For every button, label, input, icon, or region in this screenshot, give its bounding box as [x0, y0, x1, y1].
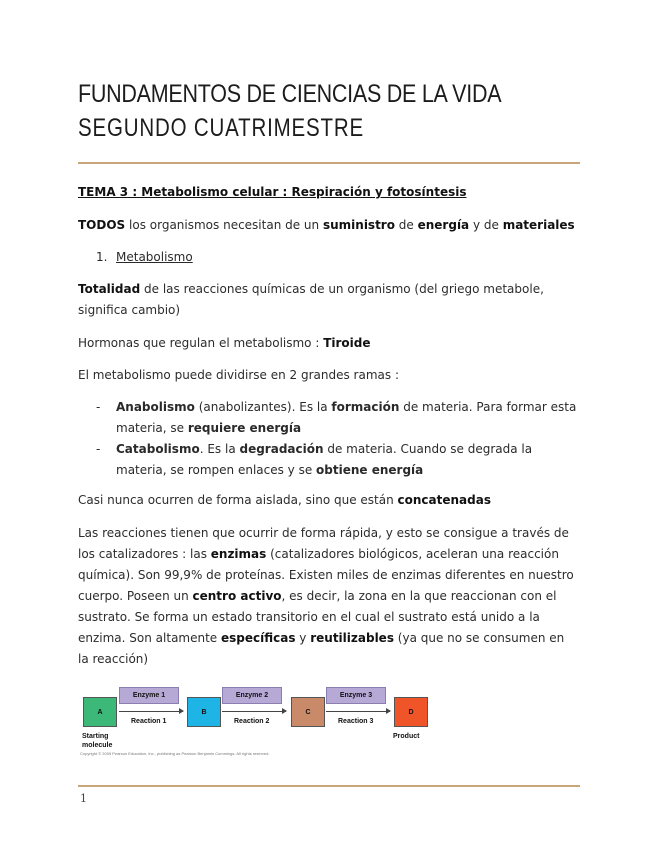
text: de materia. Para formar esta materia, se	[116, 400, 577, 435]
bold-text: específicas	[221, 631, 296, 645]
bold-text: requiere energía	[187, 421, 302, 435]
anabolismo-item	[116, 397, 586, 439]
section-number: 1.	[96, 250, 108, 264]
bold-text: formación	[331, 400, 400, 414]
text: los organismos necesitan de un	[125, 218, 323, 232]
list-dash: -	[96, 442, 101, 456]
product-label: Product	[393, 733, 420, 740]
bold-text: Catabolismo	[116, 442, 200, 456]
reaction-2-arrow	[222, 711, 286, 712]
bold-text: enzimas	[210, 547, 267, 561]
text: de materia. Cuando se degrada la materia, se rompen enlaces y se	[116, 442, 533, 477]
bold-text: reutilizables	[310, 631, 394, 645]
starting-molecule-label: Starting molecule	[82, 733, 113, 749]
tema-title: TEMA 3 : Metabolismo celular : Respiración y fotosíntesis	[78, 185, 467, 199]
text: de las reacciones químicas de un organismo (del griego metabole, significa cambio)	[78, 282, 544, 317]
molecule-b-box: B	[187, 697, 221, 727]
text: Las reacciones tienen que ocurrir de forma rápida, y esto se consigue a través de los catalizadores : las	[78, 526, 569, 561]
reaction-3-arrow	[326, 711, 390, 712]
section-label: Metabolismo	[116, 250, 193, 264]
bold-text: centro activo	[192, 589, 282, 603]
catabolismo-item	[116, 439, 586, 481]
document-subtitle: SEGUNDO CUATRIMESTRE	[78, 114, 364, 142]
text: Hormonas que regulan el metabolismo :	[78, 336, 324, 350]
text: y de	[469, 218, 503, 232]
enzyme-3-label: Enzyme 3	[326, 687, 386, 704]
bold-text: Tiroide	[323, 336, 371, 350]
text: y	[295, 631, 311, 645]
intro-paragraph	[78, 215, 578, 236]
bold-text: degradación	[239, 442, 324, 456]
bold-text: materiales	[502, 218, 575, 232]
reaction-1-label: Reaction 1	[131, 718, 167, 725]
text: de	[394, 218, 418, 232]
text: Casi nunca ocurren de forma aislada, sino que están	[78, 493, 398, 507]
bold-text: suministro	[322, 218, 395, 232]
bold-text: Totalidad	[78, 282, 141, 296]
footer-divider	[78, 785, 580, 787]
reaction-1-arrow	[119, 711, 183, 712]
list-dash: -	[96, 400, 101, 414]
bold-text: obtiene energía	[316, 463, 424, 477]
reaction-2-label: Reaction 2	[234, 718, 270, 725]
tema-heading	[78, 182, 578, 203]
ramas-paragraph: El metabolismo puede dividirse en 2 grandes ramas :	[78, 368, 399, 382]
bold-text: concatenadas	[397, 493, 491, 507]
text: (catalizadores biológicos, aceleran una reacción química). Son 99,9% de proteínas. Existen miles de enzimas diferentes en nuestro cuerpo. Poseen un	[78, 547, 574, 603]
bold-text: TODOS	[78, 218, 126, 232]
text: (ya que no se consumen en la reacción)	[78, 631, 565, 666]
hormonas-paragraph	[78, 333, 578, 354]
text: , es decir, la zona en la que reaccionan con el sustrato. Se forma un estado transitorio en el cual el sustrato está unido a la enzima. Son altamente	[78, 589, 557, 645]
page-number: 1	[80, 792, 87, 805]
molecule-c-box: C	[291, 697, 325, 727]
bold-text: Anabolismo	[116, 400, 195, 414]
text: (anabolizantes). Es la	[194, 400, 332, 414]
molecule-d-box: D	[394, 697, 428, 727]
reacciones-paragraph	[78, 523, 578, 670]
bold-text: energía	[417, 218, 470, 232]
section-heading	[116, 247, 586, 268]
molecule-a-box: A	[83, 697, 117, 727]
text: . Es la	[199, 442, 240, 456]
reaction-3-label: Reaction 3	[338, 718, 374, 725]
enzyme-1-label: Enzyme 1	[119, 687, 179, 704]
header-divider	[78, 162, 580, 164]
enzyme-2-label: Enzyme 2	[222, 687, 282, 704]
totalidad-paragraph	[78, 279, 578, 321]
aislada-paragraph	[78, 490, 578, 511]
diagram-copyright: Copyright © 2009 Pearson Education, Inc., publishing as Pearson Benjamin Cummings. All rights reserved.	[80, 751, 270, 756]
document-title: FUNDAMENTOS DE CIENCIAS DE LA VIDA	[78, 80, 502, 108]
